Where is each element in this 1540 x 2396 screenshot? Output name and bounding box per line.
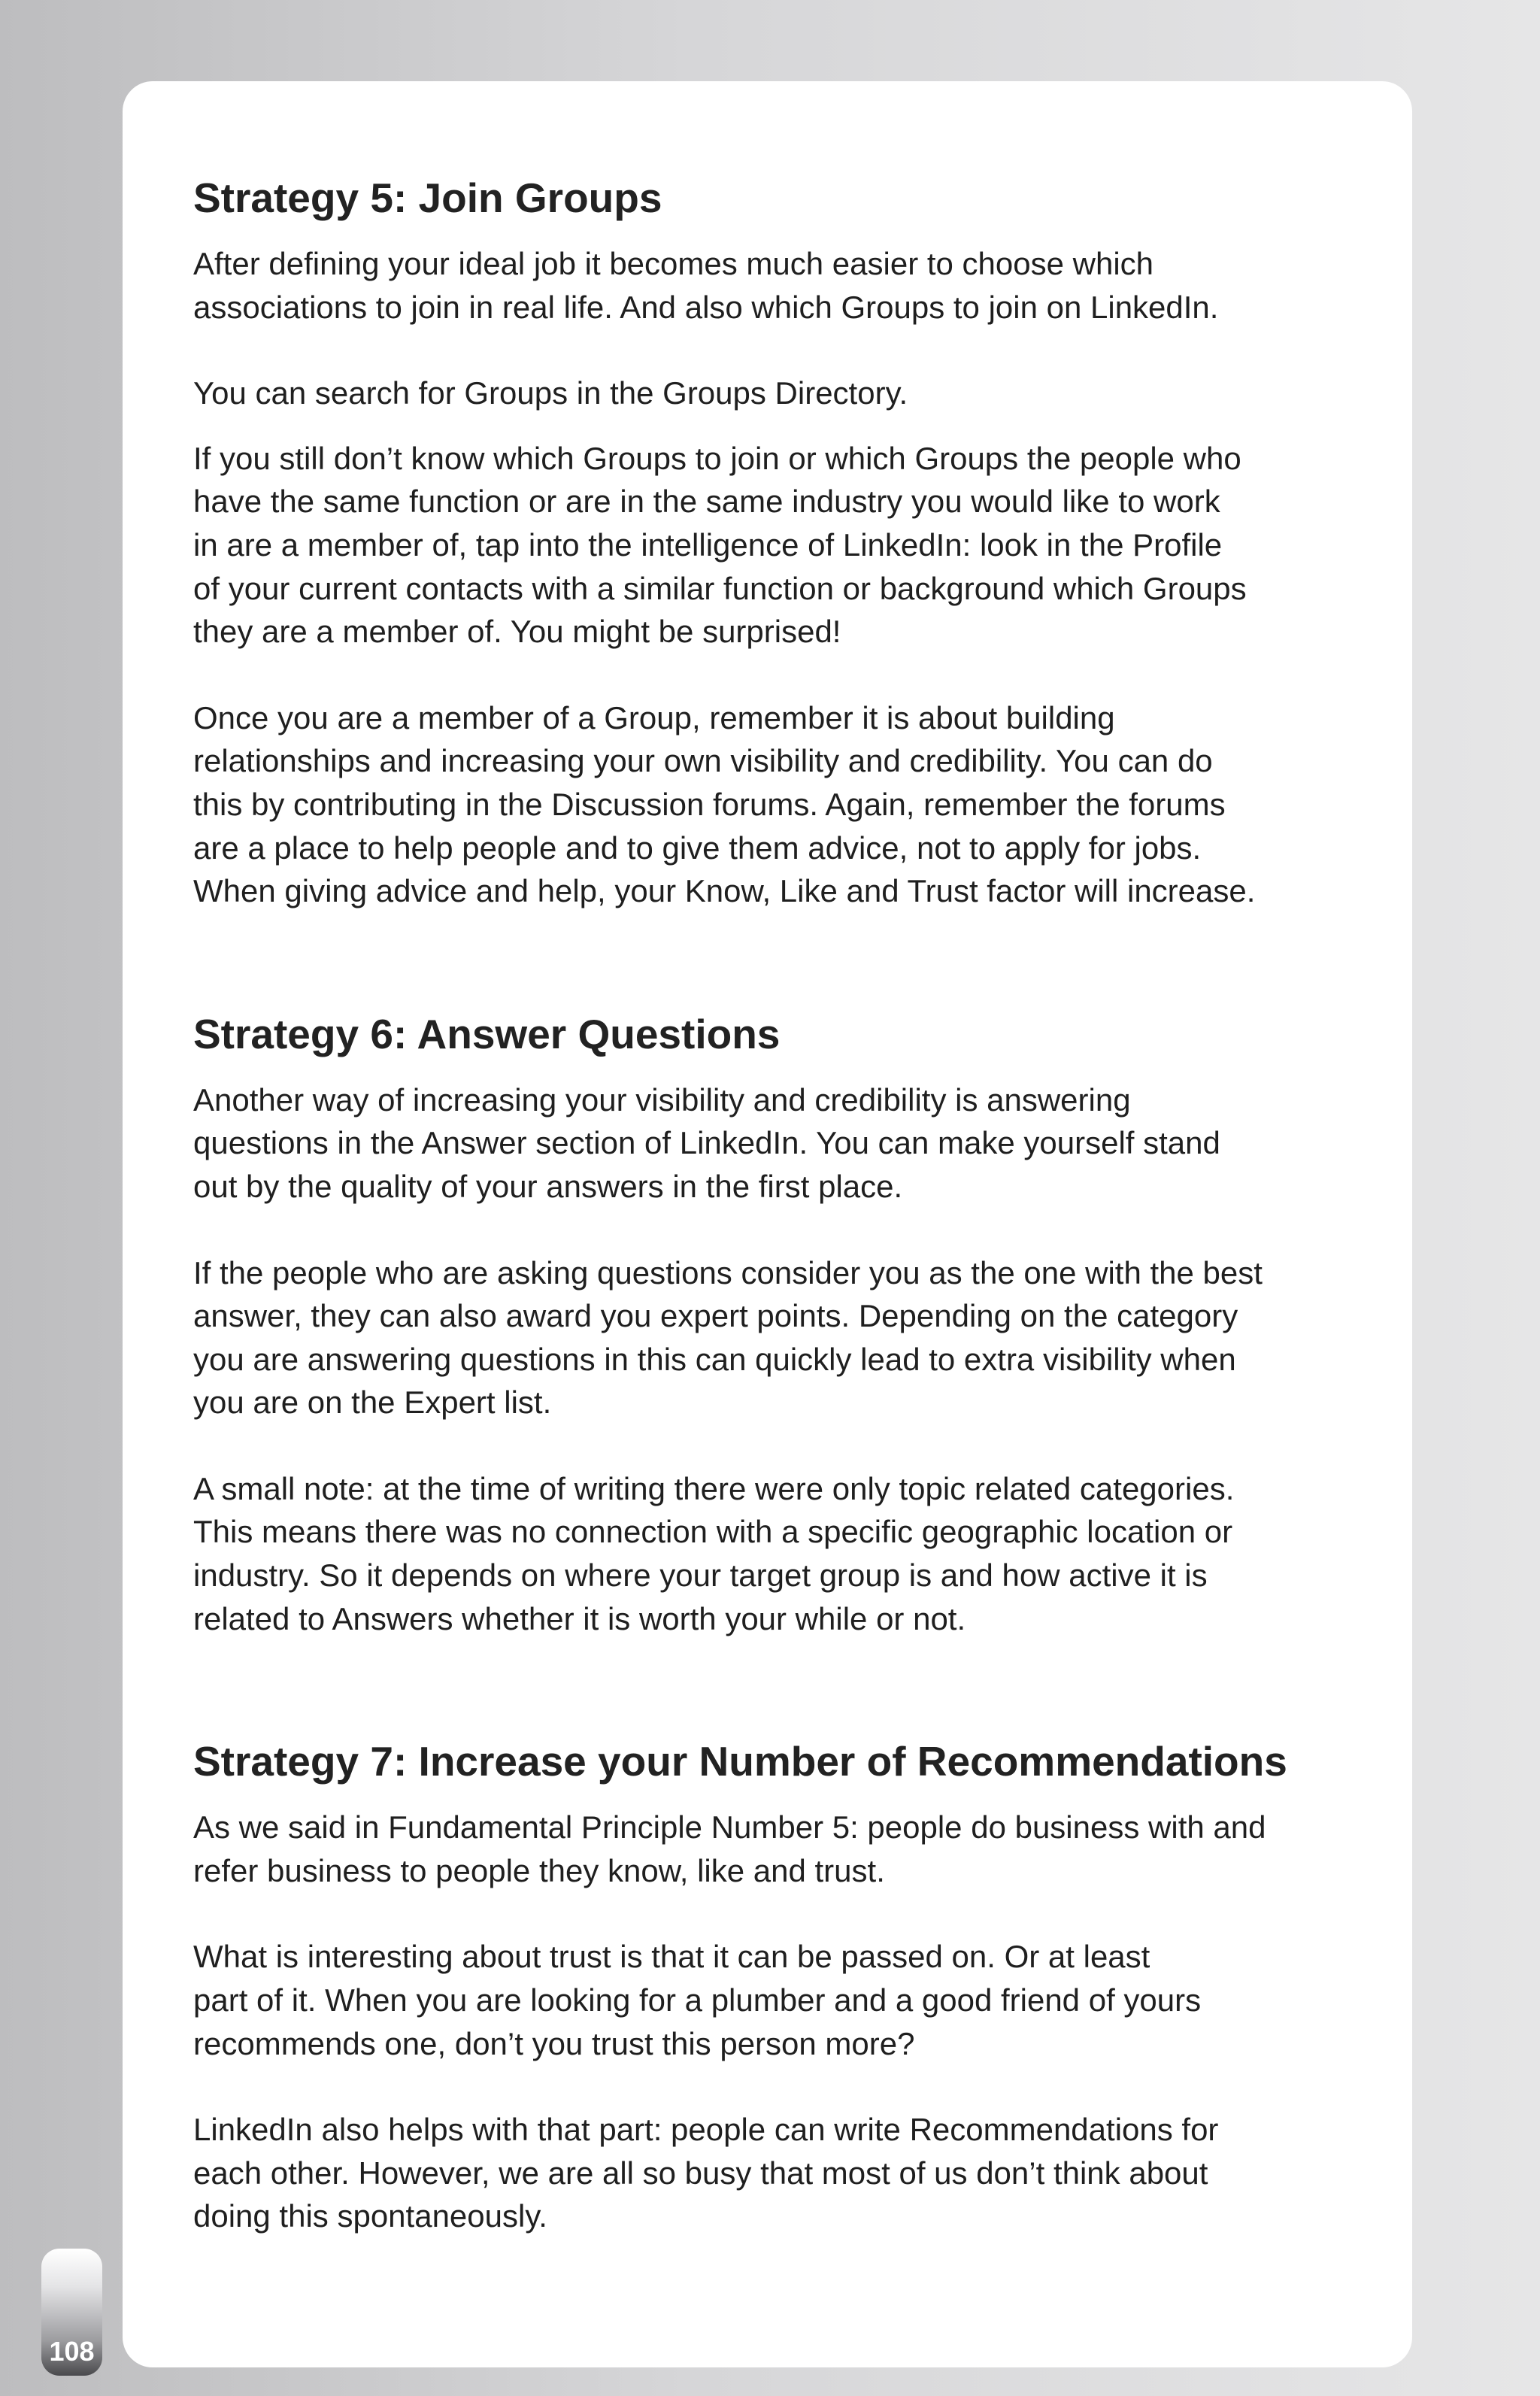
text-line: are a place to help people and to give them advice, not to apply for jobs. [193,830,1202,866]
text-line: LinkedIn also helps with that part: people can write Recommendations for [193,2112,1219,2148]
text-line: part of it. When you are looking for a plumber and a good friend of yours [193,1982,1202,2018]
paragraph [193,696,1366,913]
text-line: associations to join in real life. And also which Groups to join on LinkedIn. [193,289,1219,325]
text-line: If the people who are asking questions consider you as the one with the best [193,1254,1263,1291]
text-line: Once you are a member of a Group, remember it is about building [193,699,1115,735]
text-line: As we said in Fundamental Principle Number 5: people do business with and [193,1809,1266,1846]
text-line: refer business to people they know, like and trust. [193,1852,885,1888]
section-strategy-7 [193,1733,1366,2238]
paragraph [193,437,1366,654]
text-line: out by the quality of your answers in the first place. [193,1168,903,1204]
text-line: You can search for Groups in the Groups Directory. [193,375,908,411]
text-line: industry. So it depends on where your target group is and how active it is [193,1557,1208,1594]
text-line: each other. However, we are all so busy that most of us don’t think about [193,2155,1208,2191]
paragraph [193,242,1366,329]
page-card [123,81,1412,2367]
paragraph [193,1806,1366,1892]
section-heading: Strategy 5: Join Groups [193,174,662,221]
section-heading: Strategy 7: Increase your Number of Recommendations [193,1738,1287,1785]
text-line: this by contributing in the Discussion forums. Again, remember the forums [193,786,1226,822]
text-line: After defining your ideal job it becomes much easier to choose which [193,246,1154,281]
text-line: If you still don’t know which Groups to join or which Groups the people who [193,440,1241,476]
text-line: you are on the Expert list. [193,1385,552,1421]
text-line: recommends one, don’t you trust this person more? [193,2025,915,2061]
paragraph [193,1078,1366,1209]
paragraph [193,2108,1366,2238]
paragraph [193,1935,1366,2065]
text-line: you are answering questions in this can quickly lead to extra visibility when [193,1341,1236,1377]
text-line: in are a member of, tap into the intelligence of LinkedIn: look in the Profile [193,526,1223,563]
text-line: they are a member of. You might be surprised! [193,614,841,650]
text-line: Another way of increasing your visibility and credibility is answering [193,1081,1131,1118]
text-line: doing this spontaneously. [193,2198,547,2234]
text-line: questions in the Answer section of LinkedIn. You can make yourself stand [193,1125,1220,1161]
text-line: answer, they can also award you expert points. Depending on the category [193,1298,1238,1334]
text-line: When giving advice and help, your Know, Like and Trust factor will increase. [193,873,1256,909]
page-number-tab [41,2249,102,2376]
text-line: What is interesting about trust is that it can be passed on. Or at least [193,1939,1150,1975]
page-number: 108 [49,2336,95,2367]
text-line: relationships and increasing your own visibility and credibility. You can do [193,743,1213,779]
section-strategy-6 [193,1006,1366,1641]
text-line: A small note: at the time of writing there were only topic related categories. [193,1470,1235,1506]
page-content [193,170,1366,2238]
paragraph [193,372,1366,415]
text-line: of your current contacts with a similar function or background which Groups [193,570,1247,606]
text-line: have the same function or are in the same industry you would like to work [193,484,1220,520]
section-strategy-5 [193,170,1366,913]
text-line: related to Answers whether it is worth your while or not. [193,1600,966,1636]
paragraph [193,1467,1366,1640]
section-heading: Strategy 6: Answer Questions [193,1010,781,1057]
paragraph [193,1251,1366,1424]
text-line: This means there was no connection with a specific geographic location or [193,1514,1233,1550]
